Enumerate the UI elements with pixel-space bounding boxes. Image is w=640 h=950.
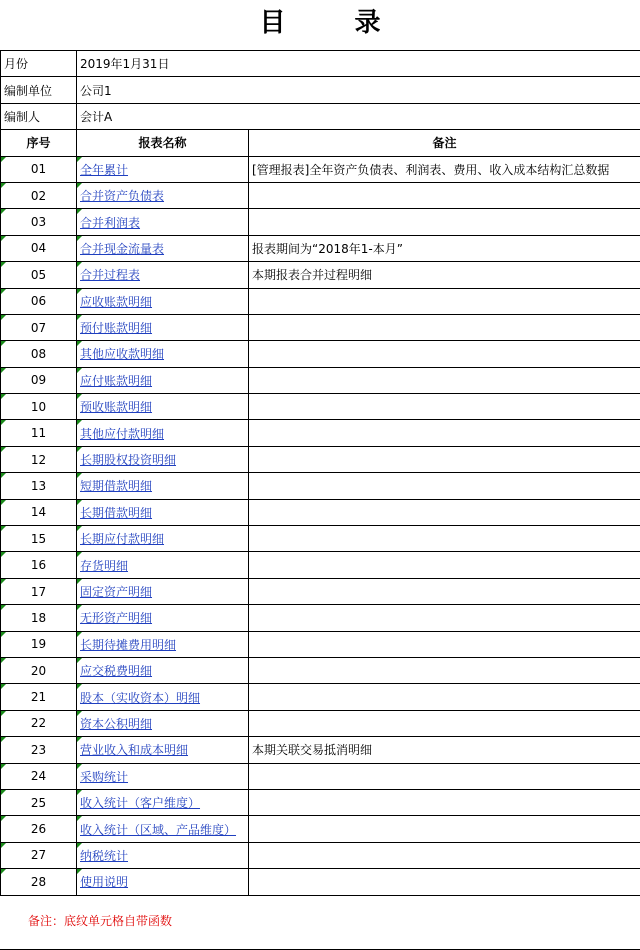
row-number: 19	[1, 631, 77, 657]
remark-cell	[249, 578, 640, 604]
table-row	[1, 605, 640, 631]
row-number: 14	[1, 499, 77, 525]
table-row	[1, 341, 640, 367]
report-link[interactable]: 合并现金流量表	[80, 241, 165, 256]
remark-cell: 本期报表合并过程明细	[249, 262, 640, 288]
report-link[interactable]: 资本公积明细	[80, 716, 153, 731]
report-name-cell	[77, 789, 249, 815]
table-row	[1, 499, 640, 525]
report-link[interactable]: 应交税费明细	[80, 664, 153, 679]
report-name-cell	[77, 526, 249, 552]
table-row	[1, 763, 640, 789]
table-row	[1, 367, 640, 393]
index-table-body	[1, 51, 640, 896]
report-link[interactable]: 长期股权投资明细	[80, 453, 177, 468]
remark-cell: [管理报表]全年资产负债表、利润表、费用、收入成本结构汇总数据	[249, 156, 640, 182]
table-row	[1, 288, 640, 314]
report-name-cell	[77, 182, 249, 208]
header-row	[1, 130, 640, 156]
report-link[interactable]: 长期借款明细	[80, 505, 153, 520]
table-row	[1, 710, 640, 736]
table-row	[1, 262, 640, 288]
table-row	[1, 578, 640, 604]
remark-cell	[249, 420, 640, 446]
page-title: 目 录	[259, 8, 411, 38]
report-name-cell	[77, 156, 249, 182]
report-name-cell	[77, 869, 249, 895]
row-number: 02	[1, 182, 77, 208]
table-row	[1, 314, 640, 340]
report-link[interactable]: 合并过程表	[80, 268, 141, 283]
remark-cell	[249, 605, 640, 631]
row-number: 07	[1, 314, 77, 340]
row-number: 04	[1, 235, 77, 261]
table-row	[1, 473, 640, 499]
report-link[interactable]: 采购统计	[80, 769, 129, 784]
meta-label: 编制单位	[1, 77, 77, 103]
report-name-cell	[77, 394, 249, 420]
remark-cell	[249, 314, 640, 340]
meta-row-unit	[1, 77, 640, 103]
report-name-cell	[77, 473, 249, 499]
table-row	[1, 526, 640, 552]
row-number: 03	[1, 209, 77, 235]
table-row	[1, 842, 640, 868]
report-link[interactable]: 预收账款明细	[80, 400, 153, 415]
row-number: 26	[1, 816, 77, 842]
report-name-cell	[77, 209, 249, 235]
row-number: 08	[1, 341, 77, 367]
report-link[interactable]: 收入统计（客户维度）	[80, 796, 201, 811]
remark-cell	[249, 789, 640, 815]
remark-cell	[249, 473, 640, 499]
remark-cell	[249, 869, 640, 895]
table-row	[1, 446, 640, 472]
report-link[interactable]: 合并利润表	[80, 215, 141, 230]
report-link[interactable]: 无形资产明细	[80, 611, 153, 626]
row-number: 13	[1, 473, 77, 499]
remark-cell	[249, 288, 640, 314]
table-row	[1, 789, 640, 815]
row-number: 25	[1, 789, 77, 815]
report-name-cell	[77, 235, 249, 261]
report-name-cell	[77, 578, 249, 604]
remark-cell	[249, 446, 640, 472]
table-row	[1, 182, 640, 208]
row-number: 16	[1, 552, 77, 578]
report-name-cell	[77, 314, 249, 340]
table-row	[1, 684, 640, 710]
table-row	[1, 657, 640, 683]
row-number: 21	[1, 684, 77, 710]
header-name: 报表名称	[77, 130, 249, 156]
remark-cell	[249, 341, 640, 367]
row-number: 28	[1, 869, 77, 895]
report-name-cell	[77, 288, 249, 314]
report-name-cell	[77, 446, 249, 472]
report-name-cell	[77, 842, 249, 868]
row-number: 15	[1, 526, 77, 552]
table-row	[1, 235, 640, 261]
report-link[interactable]: 预付账款明细	[80, 321, 153, 336]
report-link[interactable]: 应收账款明细	[80, 294, 153, 309]
table-row	[1, 209, 640, 235]
report-name-cell	[77, 420, 249, 446]
report-link[interactable]: 使用说明	[80, 875, 129, 890]
remark-cell: 报表期间为“2018年1-本月”	[249, 235, 640, 261]
meta-value: 公司1	[77, 77, 640, 103]
report-name-cell	[77, 262, 249, 288]
remark-cell	[249, 763, 640, 789]
report-link[interactable]: 存货明细	[80, 558, 129, 573]
report-link[interactable]: 应付账款明细	[80, 373, 153, 388]
report-name-cell	[77, 341, 249, 367]
table-row	[1, 420, 640, 446]
report-link[interactable]: 营业收入和成本明细	[80, 743, 189, 758]
report-link[interactable]: 其他应付款明细	[80, 426, 165, 441]
report-link[interactable]: 固定资产明细	[80, 585, 153, 599]
report-link[interactable]: 长期应付款明细	[80, 532, 165, 547]
report-name-cell	[77, 816, 249, 842]
remark-cell	[249, 552, 640, 578]
report-link[interactable]: 长期待摊费用明细	[80, 637, 177, 652]
report-link[interactable]: 纳税统计	[80, 848, 129, 863]
remark-cell	[249, 710, 640, 736]
header-no: 序号	[1, 130, 77, 156]
report-name-cell	[77, 499, 249, 525]
remark-cell	[249, 842, 640, 868]
remark-cell	[249, 499, 640, 525]
report-name-cell	[77, 367, 249, 393]
remark-cell	[249, 657, 640, 683]
report-name-cell	[77, 605, 249, 631]
report-link[interactable]: 股本（实收资本）明细	[80, 690, 201, 705]
row-number: 09	[1, 367, 77, 393]
index-table	[0, 50, 640, 896]
row-number: 27	[1, 842, 77, 868]
report-name-cell	[77, 657, 249, 683]
remark-cell	[249, 816, 640, 842]
header-remark: 备注	[249, 130, 640, 156]
remark-cell	[249, 209, 640, 235]
report-name-cell	[77, 684, 249, 710]
report-link[interactable]: 合并资产负债表	[80, 189, 165, 204]
report-name-cell	[77, 710, 249, 736]
report-link[interactable]: 全年累计	[80, 162, 129, 177]
table-row	[1, 631, 640, 657]
footnote: 备注：底纹单元格自带函数	[28, 914, 173, 928]
report-name-cell	[77, 737, 249, 763]
remark-cell	[249, 526, 640, 552]
row-number: 18	[1, 605, 77, 631]
row-number: 06	[1, 288, 77, 314]
meta-label: 月份	[1, 51, 77, 77]
report-link[interactable]: 收入统计（区域、产品维度）	[80, 822, 237, 837]
remark-cell	[249, 182, 640, 208]
meta-label: 编制人	[1, 103, 77, 129]
table-row	[1, 737, 640, 763]
row-number: 01	[1, 156, 77, 182]
report-link[interactable]: 短期借款明细	[80, 479, 153, 494]
row-number: 17	[1, 578, 77, 604]
table-row	[1, 869, 640, 895]
meta-row-month	[1, 51, 640, 77]
row-number: 05	[1, 262, 77, 288]
meta-value: 2019年1月31日	[77, 51, 640, 77]
remark-cell	[249, 631, 640, 657]
remark-cell	[249, 394, 640, 420]
row-number: 20	[1, 657, 77, 683]
row-number: 22	[1, 710, 77, 736]
meta-value: 会计A	[77, 103, 640, 129]
row-number: 12	[1, 446, 77, 472]
report-name-cell	[77, 763, 249, 789]
row-number: 11	[1, 420, 77, 446]
row-number: 24	[1, 763, 77, 789]
remark-cell	[249, 367, 640, 393]
report-name-cell	[77, 631, 249, 657]
remark-cell: 本期关联交易抵消明细	[249, 737, 640, 763]
table-row	[1, 156, 640, 182]
table-row	[1, 552, 640, 578]
table-row	[1, 394, 640, 420]
remark-cell	[249, 684, 640, 710]
report-name-cell	[77, 552, 249, 578]
row-number: 10	[1, 394, 77, 420]
row-number: 23	[1, 737, 77, 763]
report-link[interactable]: 其他应收款明细	[80, 347, 165, 362]
meta-row-preparer	[1, 103, 640, 129]
table-row	[1, 816, 640, 842]
